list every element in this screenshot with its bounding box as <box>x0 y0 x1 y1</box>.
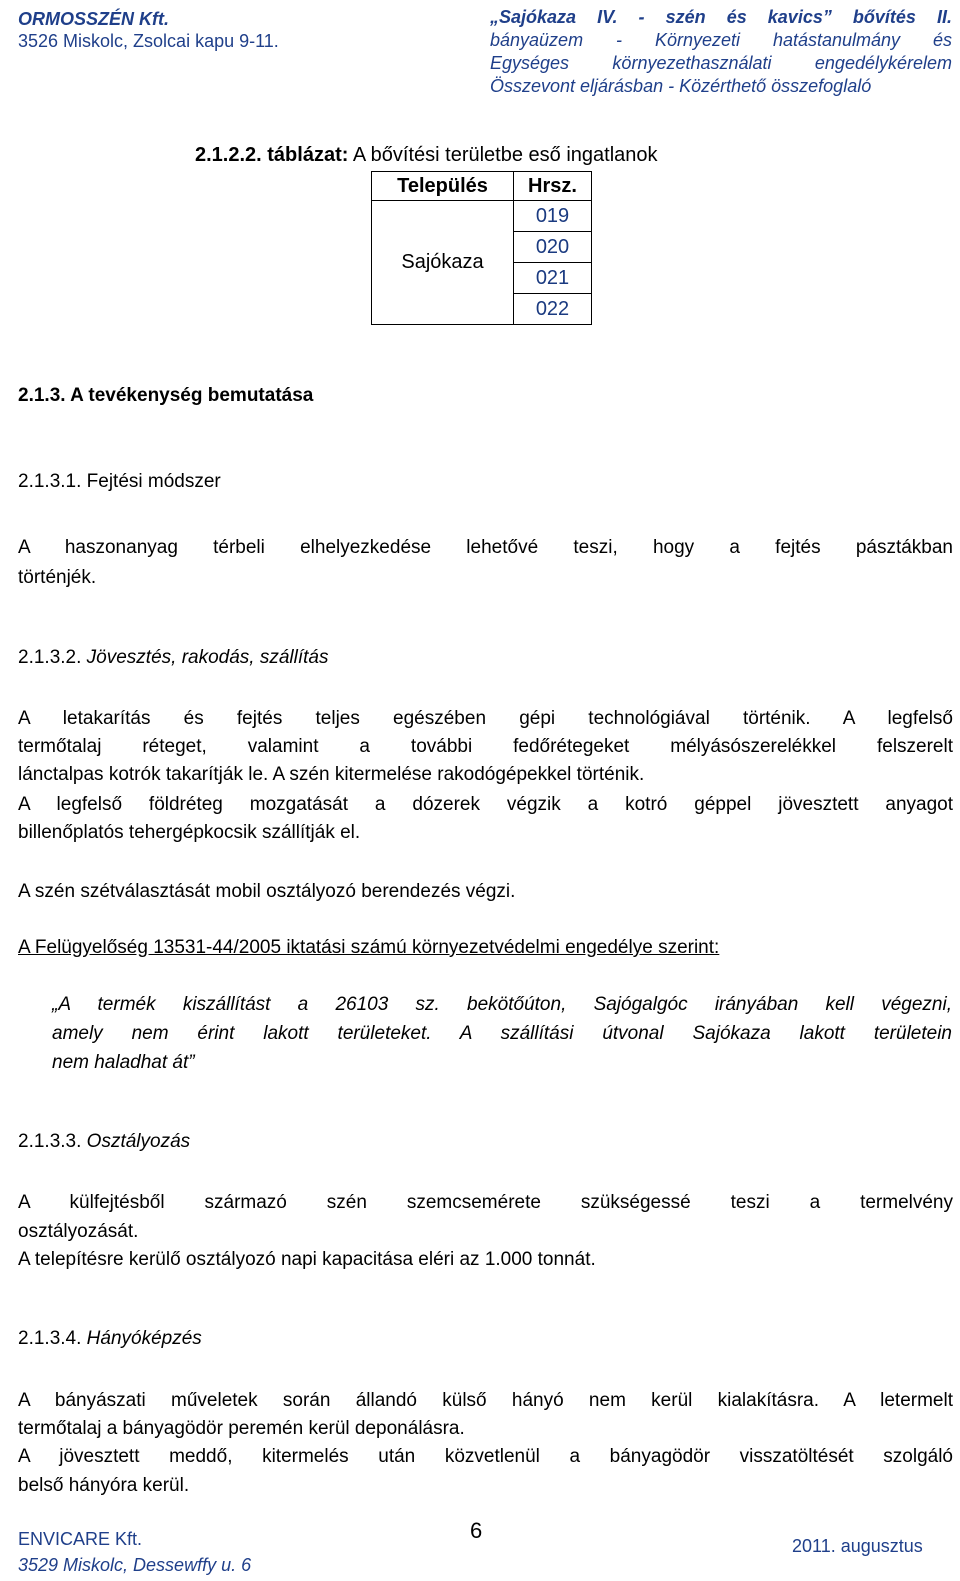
parcels-table <box>371 171 592 325</box>
permit-reference: A Felügyelőség 13531-44/2005 iktatási számú környezetvédelmi engedélye szerint: <box>18 937 720 958</box>
paragraph-line: A külfejtésből származó szén szemcsemérete szükségessé teszi a termelvény <box>18 1192 953 1213</box>
header-company: ORMOSSZÉN Kft. <box>18 9 169 29</box>
header-left <box>18 8 358 52</box>
paragraph-line: billenőplatós tehergépkocsik szállítják el. <box>18 822 361 843</box>
parcel-cell: 022 <box>514 294 592 325</box>
paragraph-line: osztályozását. <box>18 1221 139 1242</box>
header-project-line4: Összevont eljárásban - Közérthető összefoglaló <box>490 76 872 96</box>
paragraph-line: belső hányóra kerül. <box>18 1475 190 1496</box>
section-2-1-3-1-heading: 2.1.3.1. Fejtési módszer <box>18 471 221 492</box>
parcel-cell: 019 <box>514 201 592 232</box>
footer-left <box>18 1526 251 1578</box>
paragraph-line: A bányászati műveletek során állandó külső hányó nem kerül kialakításra. A letermelt <box>18 1390 953 1411</box>
quote-line: „A termék kiszállítást a 26103 sz. bekötőúton, Sajógalgóc irányában kell végezni, <box>52 994 952 1015</box>
paragraph-line: A legfelső földréteg mozgatását a dózerek végzik a kotró géppel jövesztett anyagot <box>18 794 953 815</box>
paragraph-line: történjék. <box>18 567 97 588</box>
paragraph-line: A telepítésre kerülő osztályozó napi kapacitása eléri az 1.000 tonnát. <box>18 1249 596 1270</box>
paragraph-line: A letakarítás és fejtés teljes egészében gépi technológiával történik. A legfelső <box>18 708 953 729</box>
column-header-hrsz: Hrsz. <box>514 172 592 201</box>
section-2-1-3-3-heading <box>18 1130 953 1154</box>
section-2-1-3-heading: 2.1.3. A tevékenység bemutatása <box>18 385 314 406</box>
paragraph-line: A haszonanyag térbeli elhelyezkedése lehetővé teszi, hogy a fejtés pásztákban <box>18 537 953 558</box>
header-right <box>490 6 952 98</box>
section-number: 2.1.3.2. <box>18 647 82 668</box>
quote-line: nem haladhat át” <box>52 1052 195 1073</box>
section-title: Hányóképzés <box>81 1328 202 1349</box>
section-2-1-3-2-heading <box>18 646 953 670</box>
section-number: 2.1.3.3. <box>18 1131 82 1152</box>
section-title: Jövesztés, rakodás, szállítás <box>81 647 329 668</box>
header-project-line1: „Sajókaza IV. - szén és kavics” bővítés II. <box>490 7 952 27</box>
page-number: 6 <box>470 1518 483 1543</box>
header-project-line3: Egységes környezethasználati engedélykérelem <box>490 53 952 73</box>
paragraph-line: lánctalpas kotrók takarítják le. A szén kitermelése rakodógépekkel történik. <box>18 764 645 785</box>
footer-address: 3529 Miskolc, Dessewffy u. 6 <box>18 1555 252 1575</box>
footer-company: ENVICARE Kft. <box>18 1529 143 1549</box>
section-2-1-3-4-heading <box>18 1327 953 1351</box>
table-caption-number: 2.1.2.2. táblázat: <box>195 144 349 166</box>
section-number: 2.1.3.4. <box>18 1328 82 1349</box>
settlement-cell: Sajókaza <box>372 201 514 325</box>
quote-line: amely nem érint lakott területeket. A szállítási útvonal Sajókaza lakott területein <box>52 1023 952 1044</box>
paragraph-line: termőtalaj a bányagödör peremén kerül deponálásra. <box>18 1418 465 1439</box>
parcel-cell: 020 <box>514 232 592 263</box>
table-row <box>372 201 592 232</box>
column-header-settlement: Település <box>372 172 514 201</box>
header-address: 3526 Miskolc, Zsolcai kapu 9-11. <box>18 31 279 51</box>
footer-date: 2011. augusztus <box>792 1536 923 1556</box>
section-title: Osztályozás <box>81 1131 191 1152</box>
table-header-row <box>372 172 592 201</box>
table-caption <box>195 142 658 168</box>
paragraph-line: A jövesztett meddő, kitermelés után közvetlenül a bányagödör visszatöltését szolgáló <box>18 1446 953 1467</box>
header-project-line2: bányaüzem - Környezeti hatástanulmány és <box>490 30 952 50</box>
parcel-cell: 021 <box>514 263 592 294</box>
paragraph-line: A szén szétválasztását mobil osztályozó berendezés végzi. <box>18 881 516 902</box>
table-caption-text: A bővítési területbe eső ingatlanok <box>348 144 658 166</box>
paragraph-line: termőtalaj réteget, valamint a további fedőrétegeket mélyásószerelékkel felszerelt <box>18 736 953 757</box>
